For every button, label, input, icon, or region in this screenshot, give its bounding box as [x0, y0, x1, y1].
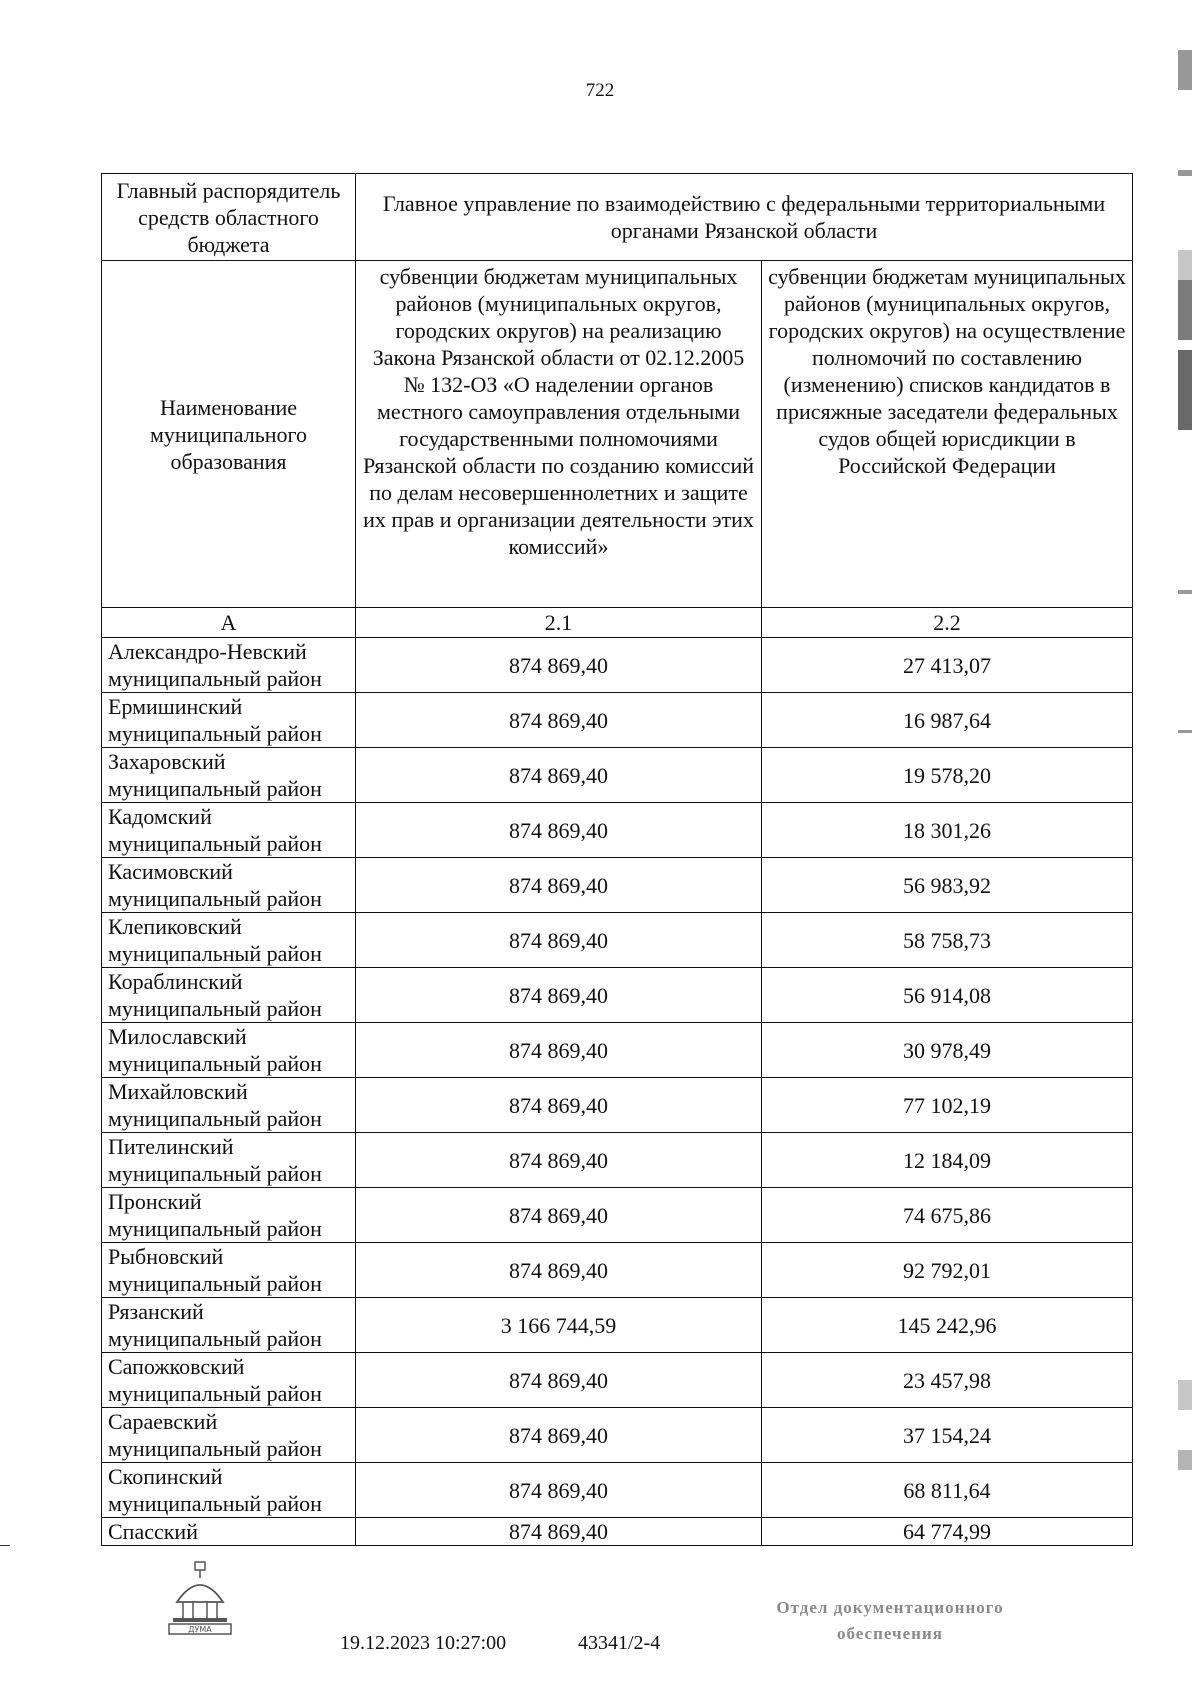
table-row	[102, 913, 1133, 968]
value-2-2: 74 675,86	[762, 1188, 1133, 1243]
table-row	[102, 638, 1133, 693]
table-row	[102, 1243, 1133, 1298]
municipality-name	[102, 858, 356, 913]
municipality-name: Спасский	[102, 1518, 356, 1546]
municipality-name-line2: муниципальный район	[108, 1051, 322, 1076]
duma-logo-text: ДУМА	[188, 1625, 212, 1634]
municipality-name-line1: Пронский	[108, 1189, 202, 1214]
table-row	[102, 1298, 1133, 1353]
municipality-name-line2: муниципальный район	[108, 1161, 322, 1186]
municipality-name-line1: Клепиковский	[108, 914, 242, 939]
municipality-name-line2: муниципальный район	[108, 1436, 322, 1461]
department-stamp	[745, 1595, 1035, 1647]
value-2-1: 874 869,40	[356, 1353, 762, 1408]
header-row-codes	[102, 608, 1133, 638]
scan-mark	[0, 1545, 10, 1546]
municipality-name	[102, 1408, 356, 1463]
value-2-1: 874 869,40	[356, 1188, 762, 1243]
value-2-2: 92 792,01	[762, 1243, 1133, 1298]
municipality-name-line2: муниципальный район	[108, 1381, 322, 1406]
municipality-name	[102, 1133, 356, 1188]
value-2-1: 874 869,40	[356, 1133, 762, 1188]
value-2-2: 30 978,49	[762, 1023, 1133, 1078]
municipality-name-line1: Пителинский	[108, 1134, 234, 1159]
municipality-name-line2: муниципальный район	[108, 666, 322, 691]
municipality-name-line2: муниципальный район	[108, 831, 322, 856]
value-2-2: 145 242,96	[762, 1298, 1133, 1353]
table-row	[102, 1408, 1133, 1463]
municipality-name-line1: Кадомский	[108, 804, 212, 829]
table-row	[102, 1463, 1133, 1518]
municipality-name	[102, 1023, 356, 1078]
municipality-name-line1: Александро-Невский	[108, 639, 307, 664]
table-row	[102, 968, 1133, 1023]
table-row	[102, 693, 1133, 748]
value-2-1: 874 869,40	[356, 1518, 762, 1546]
footer-doc-number: 43341/2-4	[578, 1632, 661, 1654]
municipality-name	[102, 1463, 356, 1518]
duma-logo	[165, 1560, 235, 1636]
municipality-name	[102, 968, 356, 1023]
code-a: А	[102, 608, 356, 638]
municipality-name	[102, 748, 356, 803]
table-row-last	[102, 1518, 1133, 1546]
municipality-name-line1: Рязанский	[108, 1299, 204, 1324]
table-row	[102, 858, 1133, 913]
municipality-name-line1: Скопинский	[108, 1464, 223, 1489]
value-2-2: 68 811,64	[762, 1463, 1133, 1518]
table-row	[102, 1353, 1133, 1408]
municipality-name-line1: Сапожковский	[108, 1354, 245, 1379]
value-2-2: 56 983,92	[762, 858, 1133, 913]
value-2-2: 37 154,24	[762, 1408, 1133, 1463]
value-2-1: 874 869,40	[356, 748, 762, 803]
budget-table	[101, 173, 1133, 1546]
header-row-columns	[102, 261, 1133, 608]
value-2-2: 77 102,19	[762, 1078, 1133, 1133]
municipality-name	[102, 638, 356, 693]
value-2-1: 874 869,40	[356, 858, 762, 913]
value-2-2: 64 774,99	[762, 1518, 1133, 1546]
value-2-1: 874 869,40	[356, 1078, 762, 1133]
table-row	[102, 1023, 1133, 1078]
header-subvention-2-2: субвенции бюджетам муниципальных районов (муниципальных округов, городских округов) на осуществление полномочий по составлению (изменению) списков кандидатов в присяжные заседатели федеральных судов общей юрисдикции в Российской Федерации	[762, 261, 1133, 608]
table-row	[102, 1078, 1133, 1133]
value-2-1: 874 869,40	[356, 1463, 762, 1518]
value-2-1: 874 869,40	[356, 1408, 762, 1463]
municipality-name	[102, 1353, 356, 1408]
header-row-main	[102, 174, 1133, 261]
municipality-name-line2: муниципальный район	[108, 941, 322, 966]
municipality-name	[102, 1298, 356, 1353]
municipality-name-line1: Ермишинский	[108, 694, 243, 719]
code-2-2: 2.2	[762, 608, 1133, 638]
table-row	[102, 1188, 1133, 1243]
value-2-1: 874 869,40	[356, 803, 762, 858]
municipality-name-line1: Милославский	[108, 1024, 247, 1049]
stamp-line-1: Отдел документационного	[776, 1598, 1004, 1617]
value-2-1: 3 166 744,59	[356, 1298, 762, 1353]
municipality-name-line2: муниципальный район	[108, 1106, 322, 1131]
value-2-2: 27 413,07	[762, 638, 1133, 693]
value-2-1: 874 869,40	[356, 1023, 762, 1078]
value-2-2: 58 758,73	[762, 913, 1133, 968]
municipality-name-line2: муниципальный район	[108, 1326, 322, 1351]
municipality-name-line1: Касимовский	[108, 859, 233, 884]
scan-edge-artifact	[1178, 30, 1192, 1530]
value-2-2: 18 301,26	[762, 803, 1133, 858]
value-2-1: 874 869,40	[356, 638, 762, 693]
municipality-name-line2: муниципальный район	[108, 1491, 322, 1516]
municipality-name-line1: Михайловский	[108, 1079, 248, 1104]
value-2-1: 874 869,40	[356, 1243, 762, 1298]
stamp-line-2: обеспечения	[837, 1624, 943, 1643]
municipality-name-line2: муниципальный район	[108, 886, 322, 911]
header-department: Главное управление по взаимодействию с федеральными территориальными органами Рязанской области	[356, 174, 1133, 261]
code-2-1: 2.1	[356, 608, 762, 638]
header-municipality: Наименование муниципального образования	[102, 261, 356, 608]
municipality-name	[102, 1188, 356, 1243]
table-row	[102, 1133, 1133, 1188]
value-2-2: 19 578,20	[762, 748, 1133, 803]
municipality-name	[102, 913, 356, 968]
value-2-2: 16 987,64	[762, 693, 1133, 748]
value-2-2: 23 457,98	[762, 1353, 1133, 1408]
page-number: 722	[585, 80, 615, 101]
municipality-name-line2: муниципальный район	[108, 996, 322, 1021]
header-budget-manager: Главный распорядитель средств областного бюджета	[102, 174, 356, 261]
municipality-name	[102, 803, 356, 858]
municipality-name	[102, 693, 356, 748]
municipality-name-line1: Захаровский	[108, 749, 226, 774]
municipality-name-line1: Кораблинский	[108, 969, 243, 994]
municipality-name	[102, 1243, 356, 1298]
value-2-2: 56 914,08	[762, 968, 1133, 1023]
value-2-2: 12 184,09	[762, 1133, 1133, 1188]
value-2-1: 874 869,40	[356, 968, 762, 1023]
footer-datetime: 19.12.2023 10:27:00	[340, 1632, 507, 1654]
municipality-name-line2: муниципальный район	[108, 1271, 322, 1296]
table-row	[102, 748, 1133, 803]
municipality-name-line2: муниципальный район	[108, 776, 322, 801]
municipality-name-line2: муниципальный район	[108, 721, 322, 746]
value-2-1: 874 869,40	[356, 913, 762, 968]
header-subvention-2-1: субвенции бюджетам муниципальных районов (муниципальных округов, городских округов) на реализацию Закона Рязанской области от 02.12.2005 № 132-ОЗ «О наделении органов местного самоуправления отдельными государственными полномочиями Рязанской области по созданию комиссий по делам несовершеннолетних и защите их прав и организации деятельности этих комиссий»	[356, 261, 762, 608]
municipality-name-line1: Сараевский	[108, 1409, 218, 1434]
value-2-1: 874 869,40	[356, 693, 762, 748]
municipality-name	[102, 1078, 356, 1133]
municipality-name-line1: Рыбновский	[108, 1244, 224, 1269]
municipality-name-line2: муниципальный район	[108, 1216, 322, 1241]
table-row	[102, 803, 1133, 858]
